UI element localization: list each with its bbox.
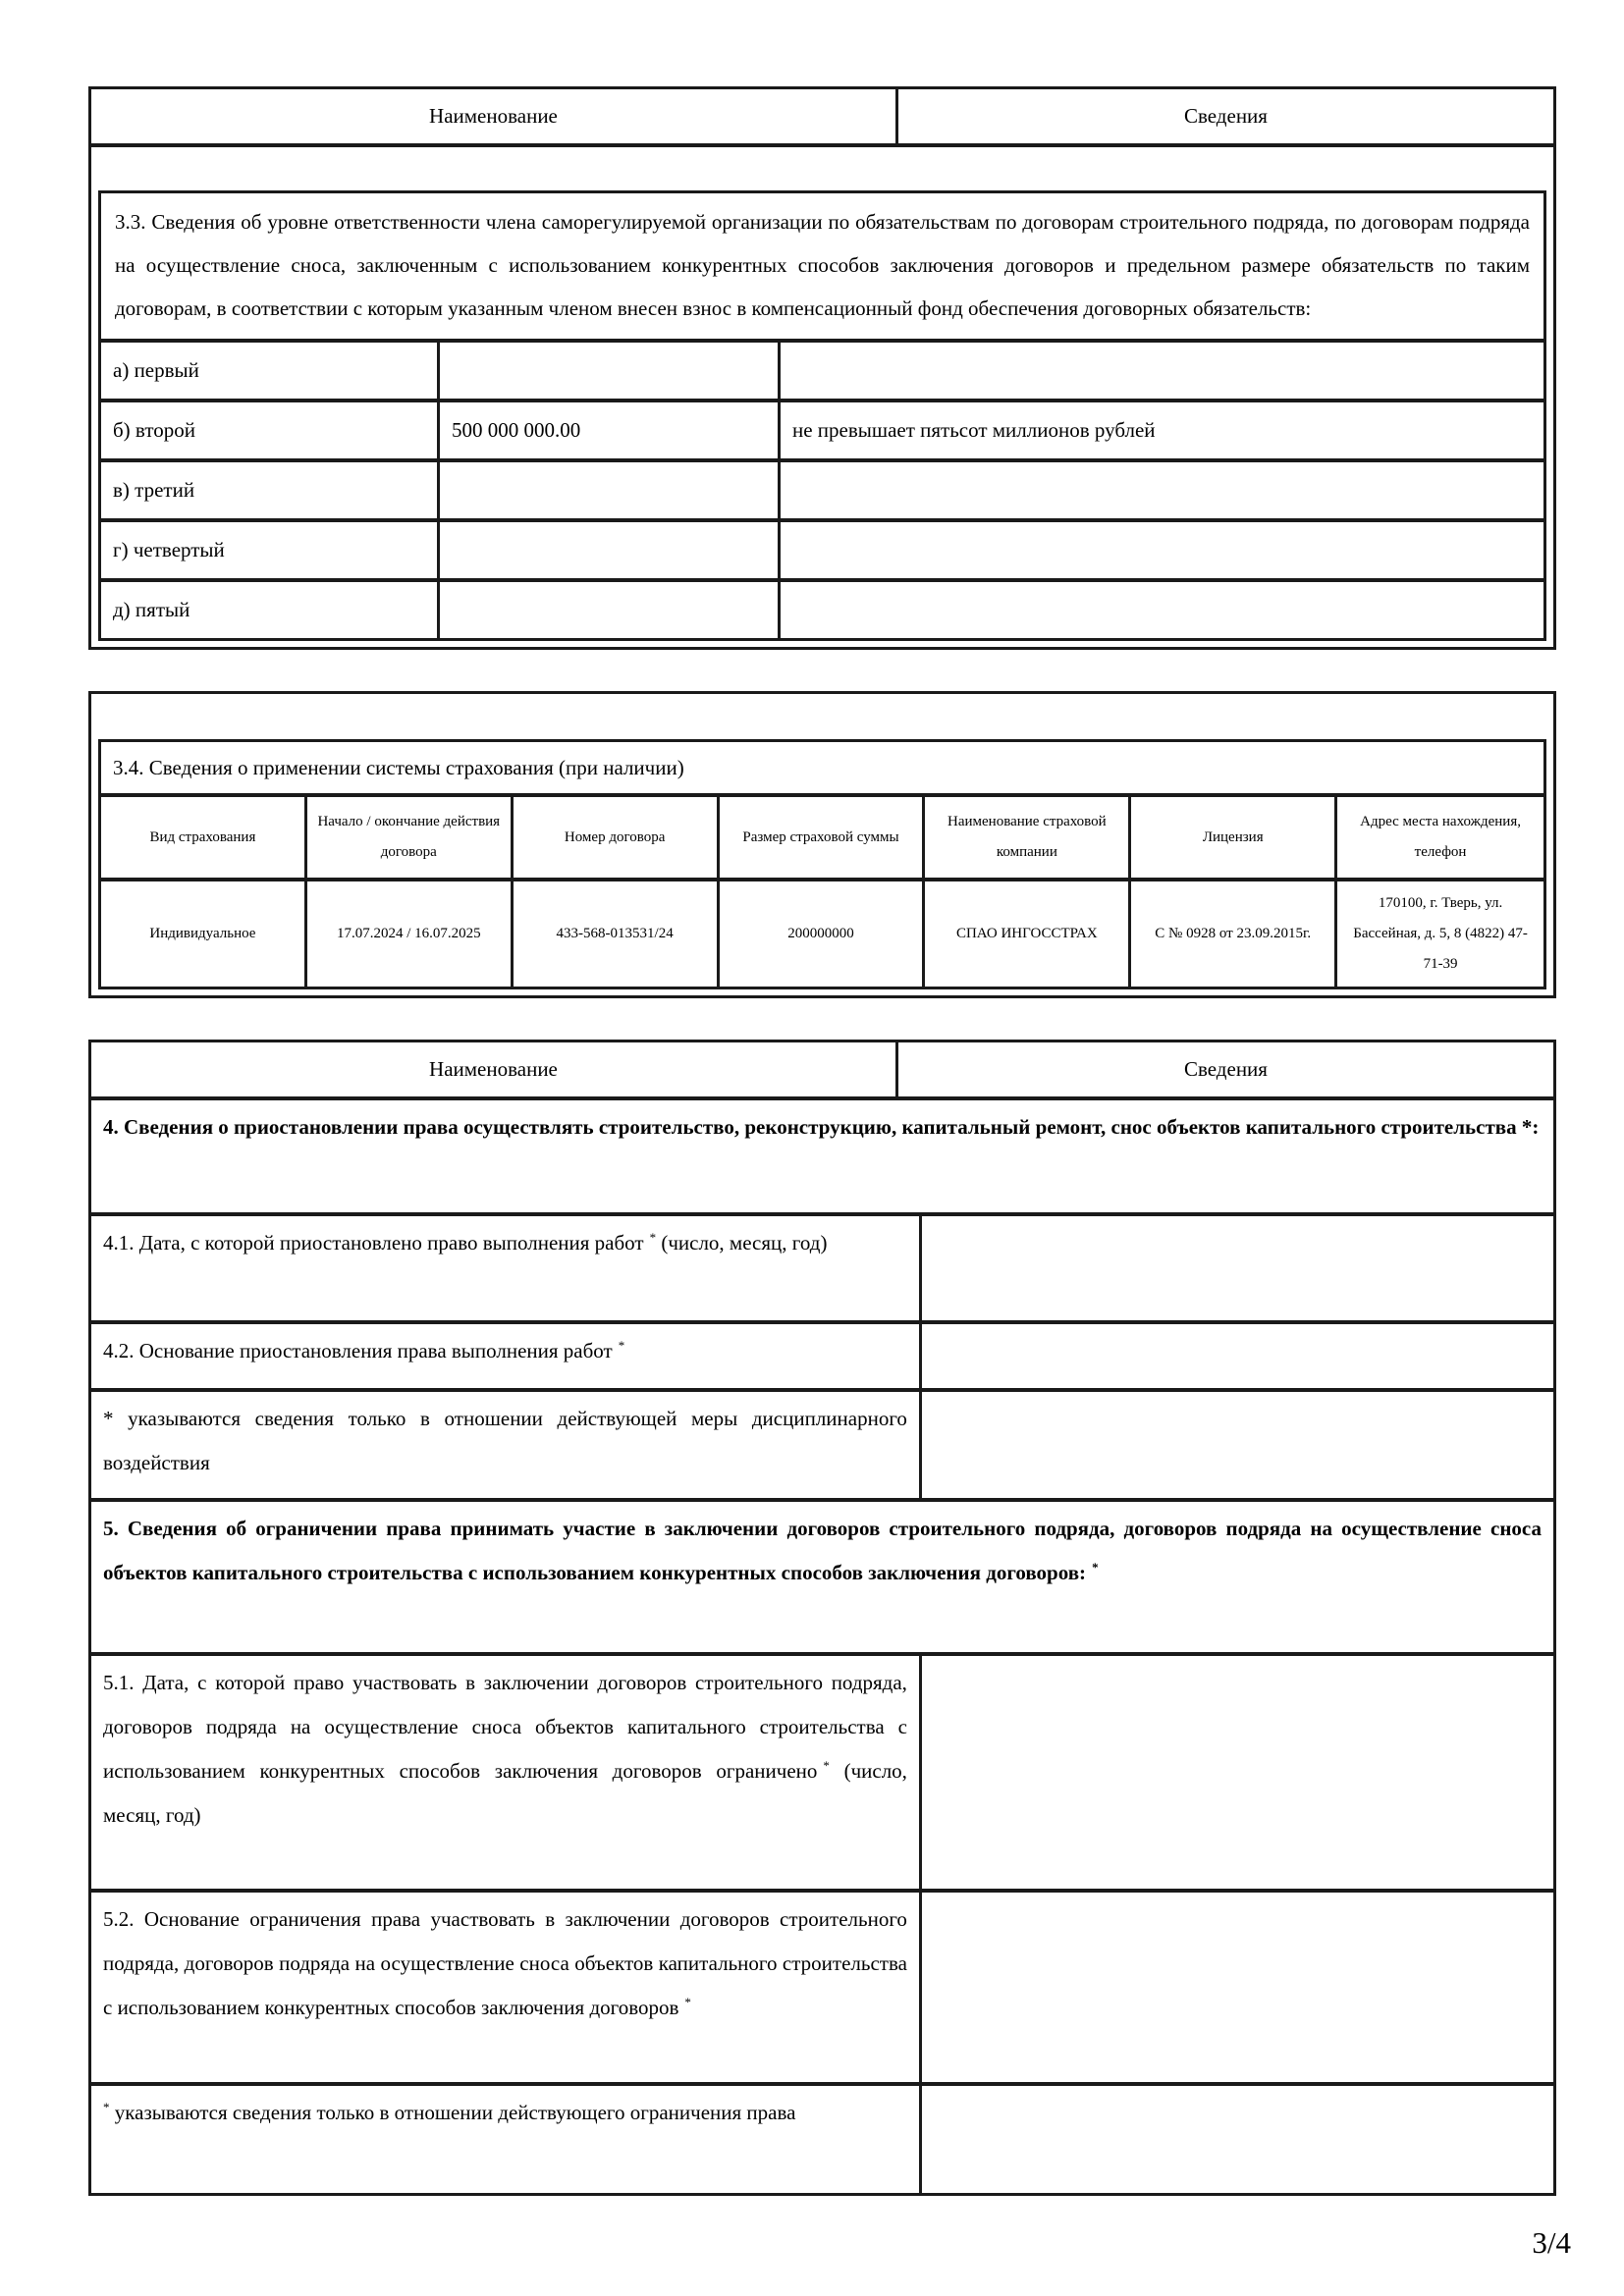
- level-label: а) первый: [101, 343, 440, 399]
- table1-column-header-name: Наименование: [91, 89, 898, 143]
- row-footnote-restriction: [91, 2082, 1553, 2193]
- col-insurer-name: Наименование страховой компании: [925, 797, 1131, 878]
- section-3-3-title: 3.3. Сведения об уровне ответственности члена саморегулируемой организации по обязательствам по договорам строительного подряда, по договорам подряда на осуществление сноса, заключенным с использованием конкурентных способов заключения договоров и предельном размере обязательств по таким договорам, в соответствии с которым указанным членом внесен взнос в компенсационный фонд обеспечения договорных обязательств:: [101, 193, 1543, 343]
- row-5-restriction-title: [91, 1498, 1553, 1652]
- asterisk-footnote-mark: *: [618, 1338, 625, 1353]
- level-note: не превышает пятьсот миллионов рублей: [792, 418, 1156, 442]
- section-3-4-title: 3.4. Сведения о применении системы страхования (при наличии): [101, 742, 1543, 797]
- row-5-1-restriction-date: [91, 1652, 1553, 1889]
- insurer-name-value: СПАО ИНГОССТРАХ: [925, 881, 1131, 987]
- table3-column-header-name: Наименование: [91, 1042, 898, 1096]
- contract-number-value: 433-568-013531/24: [514, 881, 720, 987]
- col-contract-number: Номер договора: [514, 797, 720, 878]
- table3-header-row: [91, 1042, 1553, 1100]
- table1-column-header-info: Сведения: [1183, 104, 1268, 128]
- level-note: [781, 462, 1543, 518]
- page-number: 3/4: [1532, 2225, 1571, 2260]
- row-5-text: 5. Сведения об ограничении права принимать участие в заключении договоров строительного подряда, договоров подряда на осуществление сноса объектов капитального строительства с использованием конкурентных способов заключения договоров:: [103, 1517, 1542, 1584]
- row-4-1-suspension-date: [91, 1212, 1553, 1320]
- row-4-1-label: 4.1. Дата, с которой приостановлено право выполнения работ * (число, месяц, год): [91, 1216, 922, 1320]
- row-footnote-discipline: [91, 1388, 1553, 1498]
- col-insurer-address: Адрес места нахождения, телефон: [1360, 814, 1521, 860]
- row-4-suspension-title: [91, 1100, 1553, 1212]
- liability-row-second: [101, 399, 1543, 458]
- level-amount: [440, 462, 781, 518]
- level-amount: [440, 343, 781, 399]
- section-4-5-table: [88, 1040, 1556, 2196]
- row-4-1-value: [922, 1216, 1553, 1320]
- section-3-4-table: [88, 691, 1556, 998]
- row-5-2-restriction-basis: [91, 1889, 1553, 2082]
- asterisk-footnote-mark: *: [649, 1230, 657, 1245]
- level-note: [781, 582, 1543, 638]
- level-amount: 500 000 000.00: [440, 402, 781, 458]
- row-5-1-value: [922, 1656, 1553, 1889]
- col-insurance-type: Вид страхования: [101, 797, 307, 878]
- license-value: С № 0928 от 23.09.2015г.: [1131, 881, 1337, 987]
- table1-header-row: [91, 89, 1553, 147]
- row-5-2-value: [922, 1893, 1553, 2082]
- level-note: [781, 343, 1543, 399]
- footnote-restriction-text: * указываются сведения только в отношении действующего ограничения права: [91, 2086, 922, 2193]
- asterisk-footnote-mark: *: [103, 2100, 110, 2114]
- insurance-header-row: [101, 797, 1543, 881]
- liability-levels-table: [98, 190, 1546, 641]
- table3-column-header-info: Сведения: [1183, 1057, 1268, 1081]
- asterisk-footnote-mark: *: [684, 1995, 691, 2009]
- footnote-restriction-value: [922, 2086, 1553, 2193]
- insurer-address-value: 170100, г. Тверь, ул. Бассейная, д. 5, 8 (4822) 47-71-39: [1353, 895, 1528, 972]
- page-content: [88, 86, 1556, 2196]
- asterisk-footnote-mark: *: [1092, 1560, 1099, 1575]
- insurance-table: [98, 739, 1546, 989]
- level-amount: [440, 582, 781, 638]
- col-contract-period: Начало / окончание действия договора: [307, 797, 514, 878]
- row-4-2-value: [922, 1324, 1553, 1388]
- level-label: в) третий: [101, 462, 440, 518]
- level-label: д) пятый: [101, 582, 440, 638]
- insured-sum-value: 200000000: [720, 881, 926, 987]
- insurance-data-row: [101, 881, 1543, 987]
- row-4-text: 4. Сведения о приостановлении права осуществлять строительство, реконструкцию, капитальный ремонт, снос объектов капитального строительства *:: [103, 1115, 1540, 1139]
- level-label: б) второй: [101, 402, 440, 458]
- row-4-2-suspension-basis: [91, 1320, 1553, 1388]
- footnote-discipline-text: * указываются сведения только в отношении действующей меры дисциплинарного воздействия: [91, 1392, 922, 1498]
- liability-row-fourth: [101, 518, 1543, 578]
- footnote-discipline-value: [922, 1392, 1553, 1498]
- liability-row-third: [101, 458, 1543, 518]
- section-3-3-table: [88, 86, 1556, 650]
- liability-row-first: [101, 343, 1543, 399]
- insurance-type-value: Индивидуальное: [101, 881, 307, 987]
- liability-row-fifth: [101, 578, 1543, 638]
- section-3-3-body: [91, 147, 1553, 647]
- level-note: [781, 522, 1543, 578]
- row-5-2-label: 5.2. Основание ограничения права участвовать в заключении договоров строительного подряда, договоров подряда на осуществление сноса объектов капитального строительства с использованием конкурентных способов заключения договоров *: [91, 1893, 922, 2082]
- col-insured-sum: Размер страховой суммы: [720, 797, 926, 878]
- level-label: г) четвертый: [101, 522, 440, 578]
- row-4-2-label: 4.2. Основание приостановления права выполнения работ *: [91, 1324, 922, 1388]
- col-license: Лицензия: [1131, 797, 1337, 878]
- level-amount: [440, 522, 781, 578]
- row-5-1-label: 5.1. Дата, с которой право участвовать в заключении договоров строительного подряда, договоров подряда на осуществление сноса объектов капитального строительства с использованием конкурентных способов заключения договоров ограничено * (число, месяц, год): [91, 1656, 922, 1889]
- contract-period-value: 17.07.2024 / 16.07.2025: [307, 881, 514, 987]
- asterisk-footnote-mark: *: [823, 1758, 830, 1773]
